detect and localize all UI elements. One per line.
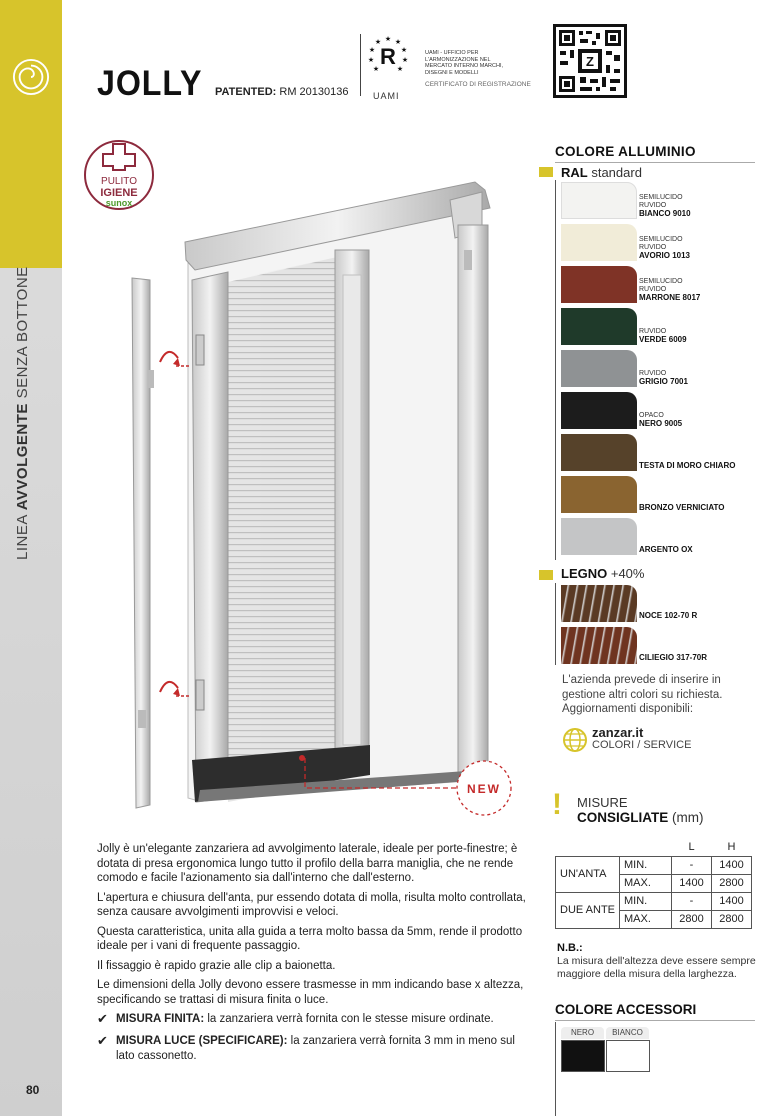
color-swatch-label: [639, 278, 700, 302]
color-swatch: [561, 434, 637, 471]
wood-swatch: [561, 585, 637, 622]
color-swatch: [561, 518, 637, 555]
uami-stars-logo-icon: [366, 34, 410, 84]
color-name: ARGENTO OX: [639, 545, 693, 554]
svg-text:★: ★: [400, 46, 408, 54]
color-swatch: [561, 224, 637, 261]
color-swatch-label: [639, 236, 690, 260]
column-header-l: L: [672, 838, 712, 856]
zanzar-subtitle: COLORI / SERVICE: [592, 739, 692, 751]
color-swatch: [561, 266, 637, 303]
vertical-section-title: LINEA AVVOLGENTE SENZA BOTTONE: [14, 266, 31, 560]
divider: [360, 34, 361, 96]
table-row: MAX. 2800 2800: [556, 910, 752, 928]
table-row: UN'ANTA MIN. - 1400: [556, 856, 752, 874]
color-name: BRONZO VERNICIATO: [639, 503, 725, 512]
color-swatch-label: [639, 370, 688, 386]
product-illustration: [80, 130, 540, 820]
accessory-label-bianco: BIANCO: [606, 1027, 649, 1039]
color-finish: RUVIDO: [639, 370, 667, 377]
color-swatch-label: [639, 328, 687, 344]
wood-swatch-label: [639, 654, 707, 662]
color-name: VERDE 6009: [639, 335, 687, 344]
uami-caption: UAMI: [373, 91, 400, 101]
measures-subtitle: CONSIGLIATE (mm): [577, 810, 704, 825]
description-paragraph: Questa caratteristica, unita alla guida a terra molto bassa da 5mm, rende il prodotto ideale per i vani di frequente passaggio.: [97, 925, 523, 952]
patent-info: PATENTED: RM 20130136: [215, 86, 349, 98]
description: [97, 842, 547, 1012]
globe-icon: [562, 727, 588, 753]
color-name: MARRONE 8017: [639, 293, 701, 302]
color-swatch: [561, 308, 637, 345]
nb-text: La misura dell'altezza deve essere sempre maggiore della misura della larghezza.: [557, 955, 756, 980]
svg-text:★: ★: [372, 65, 380, 73]
badge-line2: IGIENE: [100, 187, 138, 199]
color-name: AVORIO 1013: [639, 251, 690, 260]
color-finish: RUVIDO: [639, 202, 667, 209]
measures-table: [555, 838, 752, 929]
zanzar-link[interactable]: zanzar.it: [592, 725, 644, 740]
svg-text:R: R: [380, 44, 396, 69]
accessory-label-nero: NERO: [561, 1027, 604, 1039]
new-label: NEW: [467, 782, 501, 796]
color-swatch-label: [639, 462, 735, 470]
page-title: JOLLY: [97, 64, 203, 103]
check-icon: ✔: [97, 1033, 108, 1048]
color-swatch: [561, 392, 637, 429]
brand-logo-icon: [12, 58, 50, 96]
legno-group-label: LEGNO +40%: [561, 566, 645, 581]
uami-description: UAMI - UFFICIO PER L'ARMONIZZAZIONE NEL MERCATO INTERNO MARCHI, DISEGNI E MODELLI: [425, 50, 504, 76]
nb-label: N.B.:: [557, 942, 583, 954]
column-header-h: H: [712, 838, 752, 856]
color-finish: SEMILUCIDO: [639, 194, 683, 201]
color-section-title: COLORE ALLUMINIO: [555, 144, 696, 159]
description-paragraph: Jolly è un'elegante zanzariera ad avvolgimento laterale, ideale per porte-finestre; è dotata di presa ergonomica lungo tutto il profilo della barra maniglia, che ne rende comodo e facile l'azionamento sia dall'interno che dall'esterno.: [97, 843, 518, 884]
color-name: GRIGIO 7001: [639, 377, 688, 386]
color-swatch-label: [639, 194, 691, 218]
exclamation-icon: !: [552, 788, 562, 821]
divider: [555, 1020, 755, 1021]
svg-text:★: ★: [394, 38, 402, 46]
color-swatch: [561, 350, 637, 387]
badge-line3: sunox: [105, 198, 133, 208]
section-marker: [539, 570, 553, 580]
check-item-misura-luce: ✔ MISURA LUCE (SPECIFICARE): la zanzariera verrà fornita 3 mm in meno sul lato cassonetto.: [97, 1033, 515, 1062]
color-swatch-label: [639, 504, 724, 512]
color-finish: RUVIDO: [639, 328, 667, 335]
wood-name: CILIEGIO 317-70R: [639, 653, 708, 662]
divider: [555, 1022, 556, 1116]
divider: [555, 162, 755, 163]
color-name: NERO 9005: [639, 419, 683, 428]
color-finish: RUVIDO: [639, 286, 667, 293]
description-paragraph: L'apertura e chiusura dell'anta, pur essendo dotata di molla, risulta molto controllata, senza causare avvolgimenti improvvisi e veloci.: [97, 891, 526, 918]
check-item-misura-finita: ✔ MISURA FINITA: la zanzariera verrà fornita con le stesse misure ordinate.: [97, 1011, 494, 1026]
accessories-title: COLORE ACCESSORI: [555, 1002, 697, 1017]
color-swatch-label: [639, 546, 693, 554]
ral-group-label: RAL standard: [561, 165, 642, 180]
svg-text:★: ★: [368, 46, 376, 54]
color-finish: RUVIDO: [639, 244, 667, 251]
color-swatch-label: [639, 412, 682, 428]
color-finish: SEMILUCIDO: [639, 236, 683, 243]
svg-text:★: ★: [374, 38, 382, 46]
description-paragraph: Le dimensioni della Jolly devono essere trasmesse in mm indicando base x altezza, specificando se trattasi di misura finita o luce.: [97, 979, 524, 1006]
svg-text:★: ★: [367, 56, 375, 64]
color-swatch: [561, 476, 637, 513]
accessory-swatch-bianco: [606, 1040, 650, 1072]
table-row: MAX. 1400 2800: [556, 874, 752, 892]
sidebar-accent: [0, 0, 62, 268]
badge-line1: PULITO: [101, 176, 137, 187]
wood-name: NOCE 102-70 R: [639, 611, 698, 620]
svg-text:★: ★: [396, 65, 404, 73]
wood-swatch: [561, 627, 637, 664]
color-finish: OPACO: [639, 412, 664, 419]
uami-certificate: CERTIFICATO DI REGISTRAZIONE: [425, 81, 531, 88]
table-row: DUE ANTE MIN. - 1400: [556, 892, 752, 910]
page-number: 80: [26, 1083, 40, 1097]
description-paragraph: Il fissaggio è rapido grazie alle clip a baionetta.: [97, 959, 336, 972]
color-swatch: [561, 182, 637, 219]
svg-text:★: ★: [384, 35, 392, 43]
color-finish: SEMILUCIDO: [639, 278, 683, 285]
accessory-swatch-nero: [561, 1040, 605, 1072]
wood-swatch-label: [639, 612, 697, 620]
svg-text:Z: Z: [586, 54, 594, 69]
check-icon: ✔: [97, 1011, 108, 1026]
section-marker: [539, 167, 553, 177]
colors-note: L'azienda prevede di inserire in gestione altri colori su richiesta. Aggiornamenti disponibili:: [562, 674, 723, 715]
svg-text:★: ★: [401, 56, 409, 64]
color-name: TESTA DI MORO CHIARO: [639, 461, 736, 470]
measures-title: MISURE: [577, 795, 628, 810]
divider: [555, 180, 556, 560]
color-name: BIANCO 9010: [639, 209, 691, 218]
divider: [555, 583, 556, 665]
qr-code-icon[interactable]: [553, 24, 627, 98]
